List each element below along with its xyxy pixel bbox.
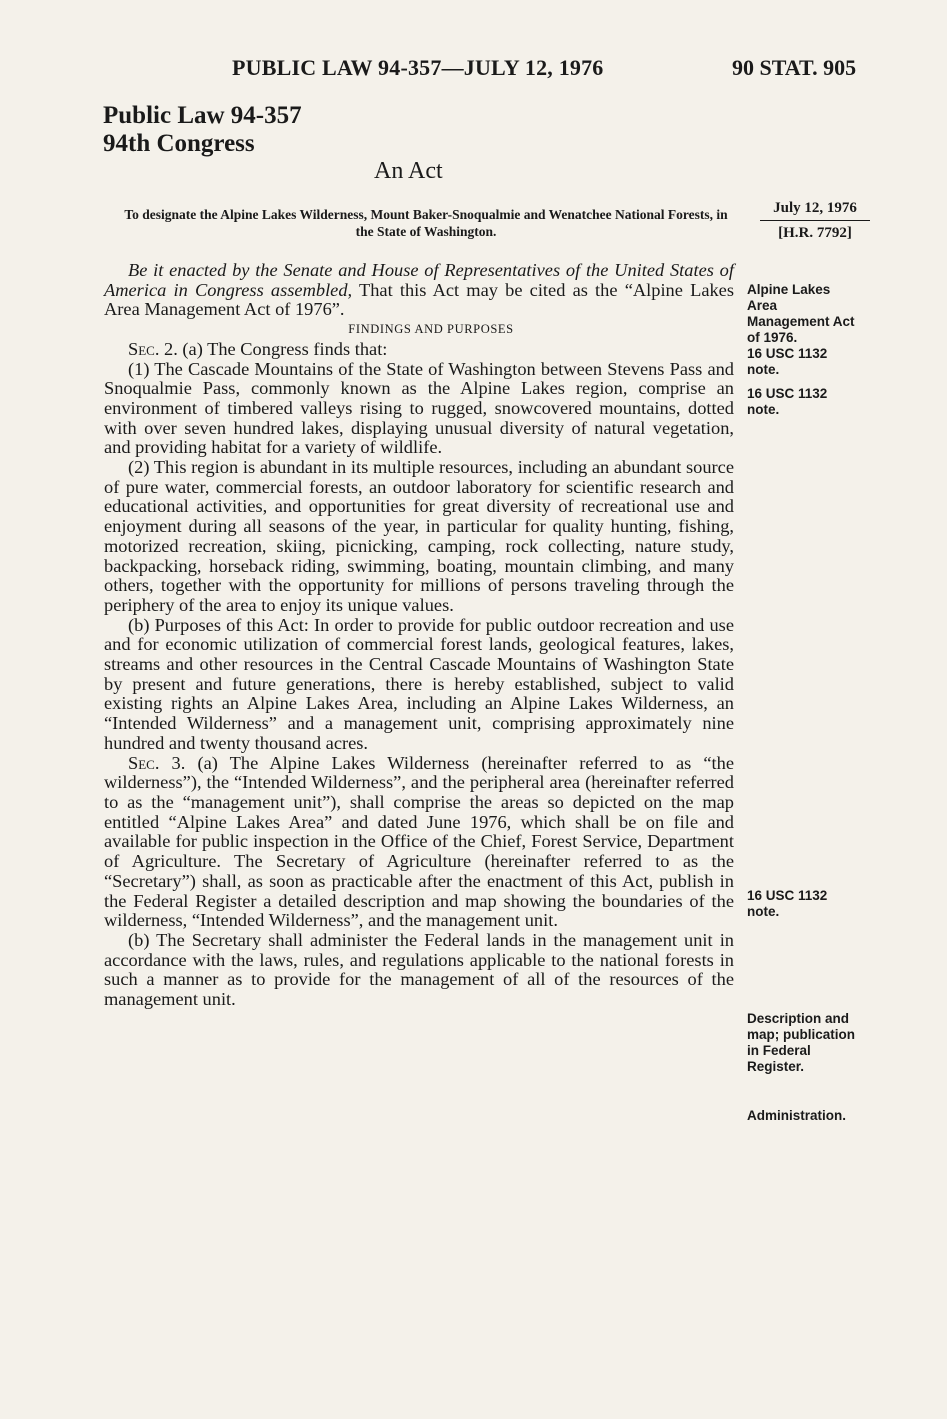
- margin-note-line: 16 USC 1132: [747, 386, 828, 401]
- enacting-clause-italic: Be it enacted by the Senate and House of Representatives of the United States of America in Congress assembled,: [104, 260, 734, 300]
- act-subtitle: To designate the Alpine Lakes Wilderness, Mount Baker-Snoqualmie and Wenatchee National Forests, in the State of Washington.: [124, 207, 728, 239]
- bill-number: [H.R. 7792]: [778, 225, 852, 241]
- section-3-b: (b) The Secretary shall administer the Federal lands in the management unit in accordance with the laws, rules, and regulations applicable to the national forests in such a manner as to provide for the management of all of the resources of the management unit.: [104, 929, 734, 1010]
- margin-note-line: map; publication: [747, 1027, 855, 1042]
- section-3-a: [104, 754, 734, 931]
- paragraph-b: (b) Purposes of this Act: In order to provide for public outdoor recreation and use and for economic utilization of commercial forest lands, geological features, lakes, streams and other resources in the Central Cascade Mountains of Washington State by present and future generations, there is hereby established, subject to valid existing rights an Alpine Lakes Area, including an Alpine Lakes Wilderness, an “Intended Wilderness” and a management unit, comprising approximately nine hundred and twenty thousand acres.: [104, 614, 734, 753]
- header-title: PUBLIC LAW 94-357—JULY 12, 1976: [232, 55, 604, 80]
- header-page-ref: 90 STAT. 905: [732, 55, 857, 80]
- margin-note-line: Administration.: [747, 1108, 847, 1123]
- public-law-number: Public Law 94-357: [103, 102, 302, 129]
- section-3-text: (a) The Alpine Lakes Wilderness (hereinafter referred to as “the wilderness”), the “Intended Wilderness”, and the peripheral area (hereinafter referred to as the “management unit”), shall comprise the areas so depicted on the map entitled “Alpine Lakes Area” and dated June 1976, which shall be on file and available for public inspection in the Office of the Chief, Forest Service, Department of Agriculture. The Secretary of Agriculture (hereinafter referred to as the “Secretary”) shall, as soon as practicable after the enactment of this Act, publish in the Federal Register a detailed description and map showing the boundaries of the wilderness, “Intended Wilderness”, and the management unit.: [104, 752, 735, 931]
- paragraph-1: (1) The Cascade Mountains of the State of Washington between Stevens Pass and Snoqualmie Pass, commonly known as the Alpine Lakes region, comprise an environment of timbered valleys rising to rugged, snowcovered mountains, dotted with over seven hundred lakes, displaying unusual diversity of natural vegetation, and providing habitat for a variety of wildlife.: [104, 358, 734, 458]
- margin-note-administration: [747, 1108, 877, 1124]
- margin-note-findings-ref: [747, 386, 877, 418]
- margin-note-line: note.: [747, 904, 780, 919]
- margin-note-line: Description and: [747, 1011, 850, 1026]
- margin-note-line: of 1976.: [747, 330, 798, 345]
- margin-note-line: 16 USC 1132: [747, 346, 828, 361]
- date-block: [760, 199, 870, 243]
- margin-note-line: 16 USC 1132: [747, 888, 828, 903]
- margin-note-line: Management Act: [747, 314, 855, 329]
- section-3-label: Sec. 3.: [128, 752, 186, 773]
- act-title: An Act: [374, 158, 443, 184]
- margin-note-description: [747, 1011, 877, 1075]
- section-2-label: Sec. 2.: [128, 338, 178, 359]
- margin-note-short-title: [747, 282, 877, 378]
- paragraph-2: (2) This region is abundant in its multiple resources, including an abundant source of pure water, commercial forests, an outdoor laboratory for scientific research and educational activities, and opportunities for great diversity of recreational use and enjoyment during all seasons of the year, in particular for quality hunting, fishing, motorized recreation, skiing, picnicking, camping, rock collecting, nature study, backpacking, horseback riding, swimming, boating, mountain climbing, and many others, together with the opportunity for millions of persons traveling through the periphery of the area to enjoy its unique values.: [104, 457, 734, 615]
- margin-note-sec3-ref: [747, 888, 877, 920]
- section-heading-findings: FINDINGS AND PURPOSES: [348, 322, 514, 337]
- margin-note-line: note.: [747, 402, 780, 417]
- enactment-date: July 12, 1976: [760, 199, 870, 221]
- public-law-block: [103, 102, 302, 158]
- congress-number: 94th Congress: [103, 130, 255, 157]
- margin-note-line: note.: [747, 362, 780, 377]
- margin-note-line: Area: [747, 298, 778, 313]
- enacting-clause-rest: That this Act may be cited as the “Alpine Lakes Area Management Act of 1976”.: [104, 279, 734, 320]
- running-header: [0, 55, 947, 85]
- margin-note-line: Alpine Lakes: [747, 282, 831, 297]
- body-text: [104, 261, 734, 1010]
- enacting-clause: [104, 261, 734, 320]
- section-2-intro: [104, 340, 734, 360]
- margin-note-line: in Federal: [747, 1043, 811, 1058]
- margin-note-line: Register.: [747, 1059, 805, 1074]
- section-2-text: (a) The Congress finds that:: [177, 338, 388, 359]
